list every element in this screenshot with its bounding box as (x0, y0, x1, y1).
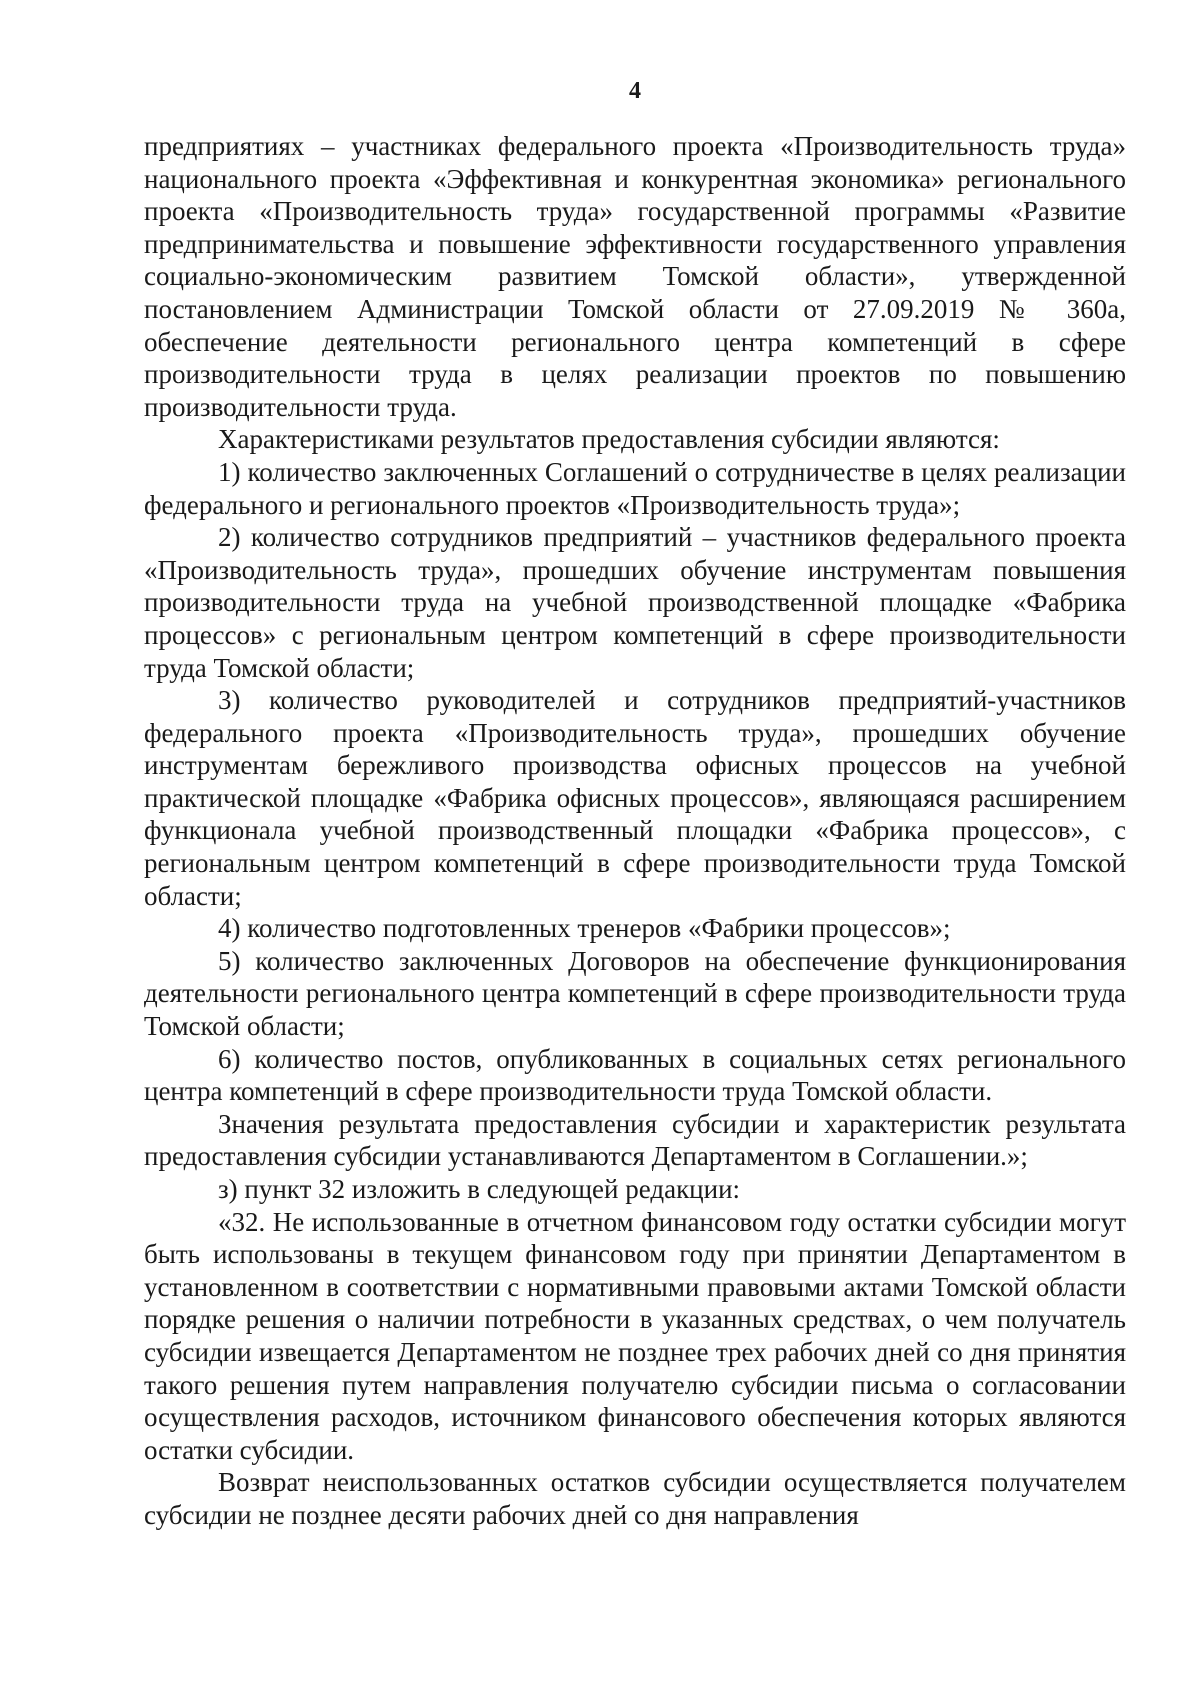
paragraph-clause-32: «32. Не использованные в отчетном финансовом году остатки субсидии могут быть использованы в текущем финансовом году при принятии Департаментом в установленном в соответствии с нормативными правовыми актами Томской области порядке решения о наличии потребности в указанных средствах, о чем получатель субсидии извещается Департаментом не позднее трех рабочих дней со дня принятия такого решения путем направления получателю субсидии письма о согласовании осуществления расходов, источником финансового обеспечения которых являются остатки субсидии. (144, 1206, 1126, 1465)
list-item-5: 5) количество заключенных Договоров на обеспечение функционирования деятельности регионального центра компетенций в сфере производительности труда Томской области; (144, 945, 1126, 1042)
list-item-1: 1) количество заключенных Соглашений о сотрудничестве в целях реализации федерального и регионального проектов «Производительность труда»; (144, 456, 1126, 520)
paragraph-2: Характеристиками результатов предоставления субсидии являются: (218, 424, 1000, 455)
paragraph-1: предприятиях – участниках федерального проекта «Производительность труда» национального проекта «Эффективная и конкурентная экономика» регионального проекта «Производительность труда» государственной программы «Развитие предпринимательства и повышение эффективности государственного управления социально-экономическим развитием Томской области», утвержденной постановлением Администрации Томской области от 27.09.2019 № 360а, обеспечение деятельности регионального центра компетенций в сфере производительности труда в целях реализации проектов по повышению производительности труда. (144, 131, 1126, 422)
list-item-4: 4) количество подготовленных тренеров «Фабрики процессов»; (218, 913, 951, 944)
page-number: 4 (629, 78, 641, 104)
list-item-6: 6) количество постов, опубликованных в социальных сетях регионального центра компетенций в сфере производительности труда Томской области. (144, 1043, 1126, 1107)
document-body (144, 130, 1126, 1532)
paragraph-refund: Возврат неиспользованных остатков субсидии осуществляется получателем субсидии не позднее десяти рабочих дней со дня направления (144, 1467, 1126, 1530)
list-item-3: 3) количество руководителей и сотрудников предприятий-участников федерального проекта «Производительность труда», прошедших обучение инструментам бережливого производства офисных процессов на учебной практической площадке «Фабрика офисных процессов», являющаяся расширением функционала учебной производственный площадки «Фабрика процессов», с региональным центром компетенций в сфере производительности труда Томской области; (144, 685, 1126, 911)
paragraph-amendment-item: з) пункт 32 изложить в следующей редакции: (218, 1174, 741, 1204)
list-item-2: 2) количество сотрудников предприятий – участников федерального проекта «Производительность труда», прошедших обучение инструментам повышения производительности труда на учебной производственной площадке «Фабрика процессов» с региональным центром компетенций в сфере производительности труда Томской области; (144, 522, 1126, 683)
paragraph-values: Значения результата предоставления субсидии и характеристик результата предоставления субсидии устанавливаются Департаментом в Соглашении.»; (144, 1108, 1126, 1172)
